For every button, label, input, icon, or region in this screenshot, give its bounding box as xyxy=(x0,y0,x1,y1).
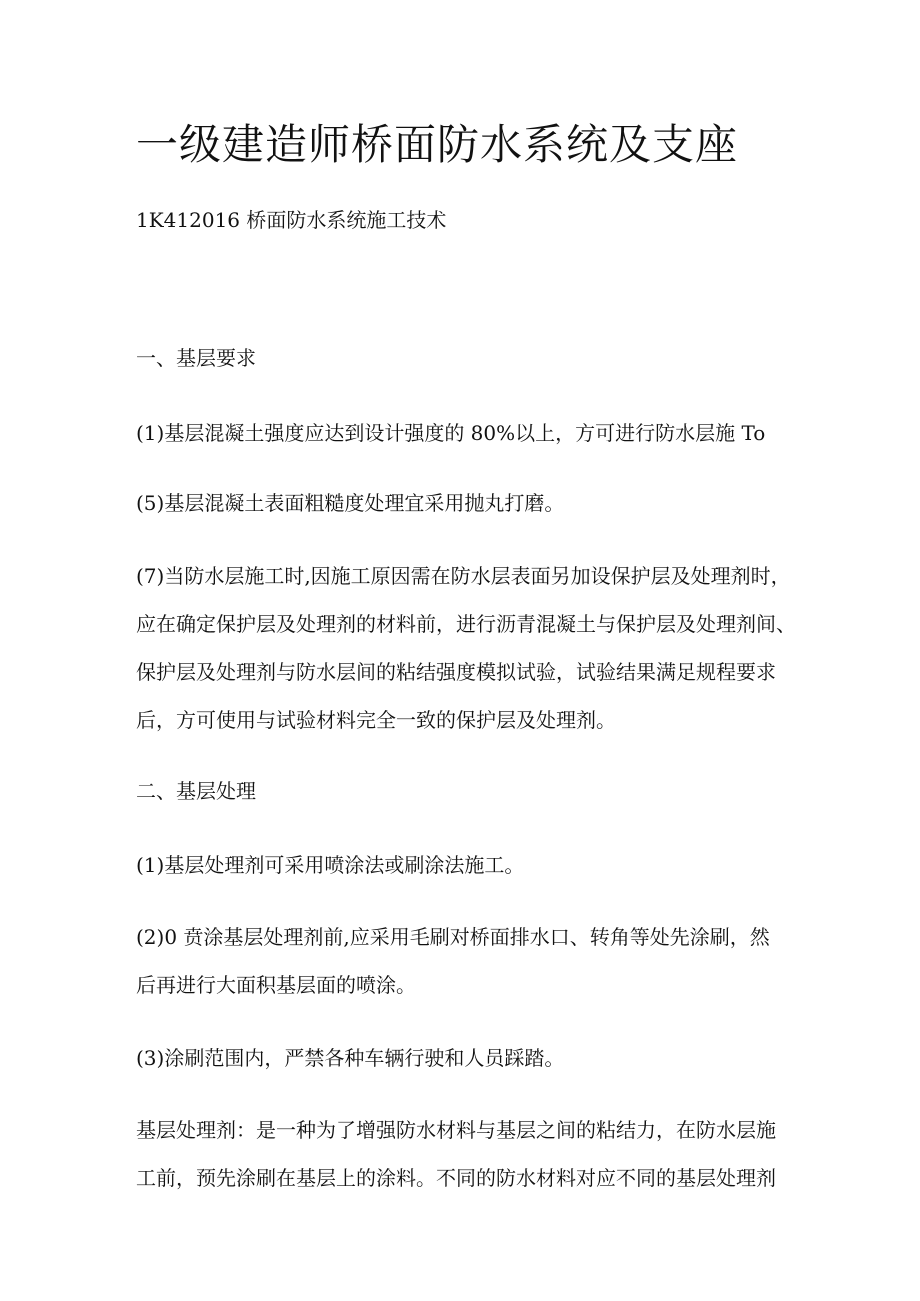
paragraph-s1-item1: (1)基层混凝土强度应达到设计强度的 80%以上，方可进行防水层施 To xyxy=(136,421,766,445)
document-title: 一级建造师桥面防水系统及支座 xyxy=(136,120,739,169)
paragraph-s2-item2-line2: 后再进行大面积基层面的喷涂。 xyxy=(136,973,416,997)
paragraph-s1-item7-line4: 后，方可使用与试验材料完全一致的保护层及处理剂。 xyxy=(136,708,616,732)
paragraph-s2-item3: (3)涂刷范围内，严禁各种车辆行驶和人员踩踏。 xyxy=(136,1046,565,1070)
paragraph-s1-item5: (5)基层混凝土表面粗糙度处理宜采用抛丸打磨。 xyxy=(136,491,565,515)
document-subtitle: 1K412016 桥面防水系统施工技术 xyxy=(136,208,447,232)
paragraph-definition-line2: 工前，预先涂刷在基层上的涂料。不同的防水材料对应不同的基层处理剂 xyxy=(136,1166,776,1190)
paragraph-definition-line1: 基层处理剂：是一种为了增强防水材料与基层之间的粘结力，在防水层施 xyxy=(136,1118,776,1142)
paragraph-s1-item7-line1: (7)当防水层施工时,因施工原因需在防水层表面另加设保护层及处理剂时， xyxy=(136,564,791,588)
paragraph-s2-item1: (1)基层处理剂可采用喷涂法或刷涂法施工。 xyxy=(136,853,525,877)
paragraph-s1-item7-line3: 保护层及处理剂与防水层间的粘结强度模拟试验，试验结果满足规程要求 xyxy=(136,660,776,684)
paragraph-s2-item2-line1: (2)0 贲涂基层处理剂前,应采用毛刷对桥面排水口、转角等处先涂刷，然 xyxy=(136,925,770,949)
paragraph-s1-item7-line2: 应在确定保护层及处理剂的材料前，进行沥青混凝土与保护层及处理剂间、 xyxy=(136,612,796,636)
section-heading-base-requirements: 一、基层要求 xyxy=(136,346,256,370)
section-heading-base-treatment: 二、基层处理 xyxy=(136,779,256,803)
